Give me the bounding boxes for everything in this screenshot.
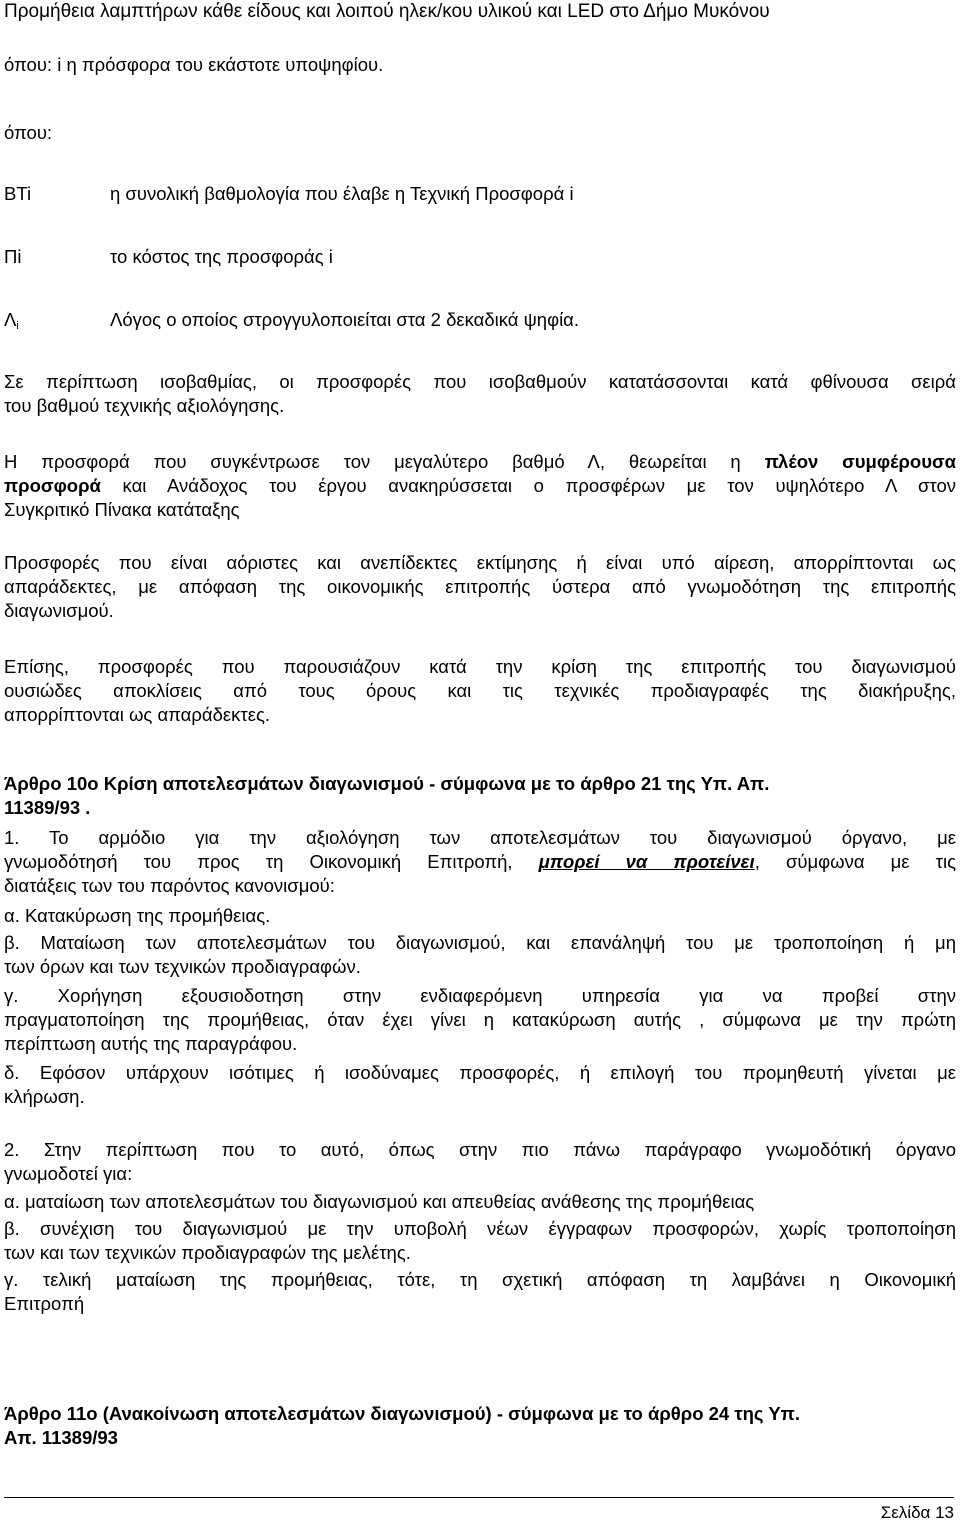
definition-term: $\Lambda_i$ xyxy=(4,309,19,332)
page-header: Προμήθεια λαμπτήρων κάθε είδους και λοιπού ηλεκ/κου υλικού και LED στο Δήμο Μυκόνου xyxy=(4,1,770,22)
item-2-a: α. ματαίωση των αποτελεσμάτων του διαγωνισμού και απευθείας ανάθεσης της προμήθειας xyxy=(4,1191,755,1212)
article-11-heading: Άρθρο 11ο (Ανακοίνωση αποτελεσμάτων διαγωνισμού) - σύμφωνα με το άρθρο 24 της Υπ. Απ. 11389/93 xyxy=(4,1403,800,1448)
page-number: Σελίδα 13 xyxy=(880,1503,954,1522)
definition-term: BTi xyxy=(4,183,32,204)
item-1-d: δ. Εφόσον υπάρχουν ισότιμες ή ισοδύναμες προσφορές, ή επιλογή του προμηθευτή γίνεται με κλήρωση. xyxy=(4,1062,956,1107)
definition-text: το κόστος της προσφοράς i xyxy=(110,246,333,267)
paragraph-best-offer: Η προσφορά που συγκέντρωσε τον μεγαλύτερο βαθμό Λ, θεωρείται η πλέον συμφέρουσα προσφορά και Ανάδοχος του έργου ανακηρύσσεται ο προσφέρων με τον υψηλότερο Λ στον Συγκριτικό Πίνακα κατάταξης xyxy=(4,451,956,520)
definition-text: η συνολική βαθμολογία που έλαβε η Τεχνική Προσφορά i xyxy=(110,183,574,204)
definition-term: Πi xyxy=(4,246,22,267)
article-10-heading: Άρθρο 10ο Κρίση αποτελεσμάτων διαγωνισμού - σύμφωνα με το άρθρο 21 της Υπ. Απ. 11389/93 . xyxy=(4,773,770,818)
item-2: 2. Στην περίπτωση που το αυτό, όπως στην πιο πάνω παράγραφο γνωμοδότική όργανο γνωμοδοτεί για: xyxy=(4,1139,956,1184)
item-1-a: α. Κατακύρωση της προμήθειας. xyxy=(4,905,271,926)
item-1: 1. Το αρμόδιο για την αξιολόγηση των αποτελεσμάτων του διαγωνισμού όργανο, με γνωμοδότησή του προς τη Οικονομική Επιτροπή, μπορεί να προτείνει, σύμφωνα με τις διατάξεις των του παρόντος κανονισμού: xyxy=(4,827,956,896)
paragraph-reject-vague: Προσφορές που είναι αόριστες και ανεπίδεκτες εκτίμησης ή είναι υπό αίρεση, απορρίπτονται ως απαράδεκτες, με απόφαση της οικονομικής επιτροπής ύστερα από γνωμοδότηση της επιτροπής διαγωνισμού. xyxy=(4,552,956,621)
item-2-c: γ. τελική ματαίωση της προμήθειας, τότε, τη σχετική απόφαση τη λαμβάνει η Οικονομική Επιτροπή xyxy=(4,1269,956,1314)
paragraph-reject-deviations: Επίσης, προσφορές που παρουσιάζουν κατά την κρίση της επιτροπής του διαγωνισμού ουσιώδες αποκλίσεις από τους όρους και τις τεχνικές προδιαγραφές της διακήρυξης, απορρίπτονται ως απαράδεκτες. xyxy=(4,656,956,725)
item-2-b: β. συνέχιση του διαγωνισμού με την υποβολή νέων έγγραφων προσφορών, χωρίς τροποποίηση των και των τεχνικών προδιαγραφών της μελέτης. xyxy=(4,1218,956,1263)
item-1-b: β. Ματαίωση των αποτελεσμάτων του διαγωνισμού, και επανάληψή του με τροποποίηση ή μη των όρων και των τεχνικών προδιαγραφών. xyxy=(4,932,956,977)
footer-divider xyxy=(4,1497,954,1498)
item-1-c: γ. Χορήγηση εξουσιοδοτηση στην ενδιαφερόμενη υπηρεσία για να προβεί στην πραγματοποίηση της προμήθειας, όταν έχει γίνει η κατακύρωση αυτής , σύμφωνα με την πρώτη περίπτωση αυτής της παραγράφου. xyxy=(4,985,956,1054)
definition-text: Λόγος ο οποίος στρογγυλοποιείται στα 2 δεκαδικά ψηφία. xyxy=(110,309,580,330)
intro-line: όπου: i η πρόσφορα του εκάστοτε υποψηφίου. xyxy=(4,54,384,75)
paragraph-tie: Σε περίπτωση ισοβαθμίας, οι προσφορές που ισοβαθμούν κατατάσσονται κατά φθίνουσα σειρά του βαθμού τεχνικής αξιολόγησης. xyxy=(4,371,956,416)
where-label: όπου: xyxy=(4,122,53,143)
